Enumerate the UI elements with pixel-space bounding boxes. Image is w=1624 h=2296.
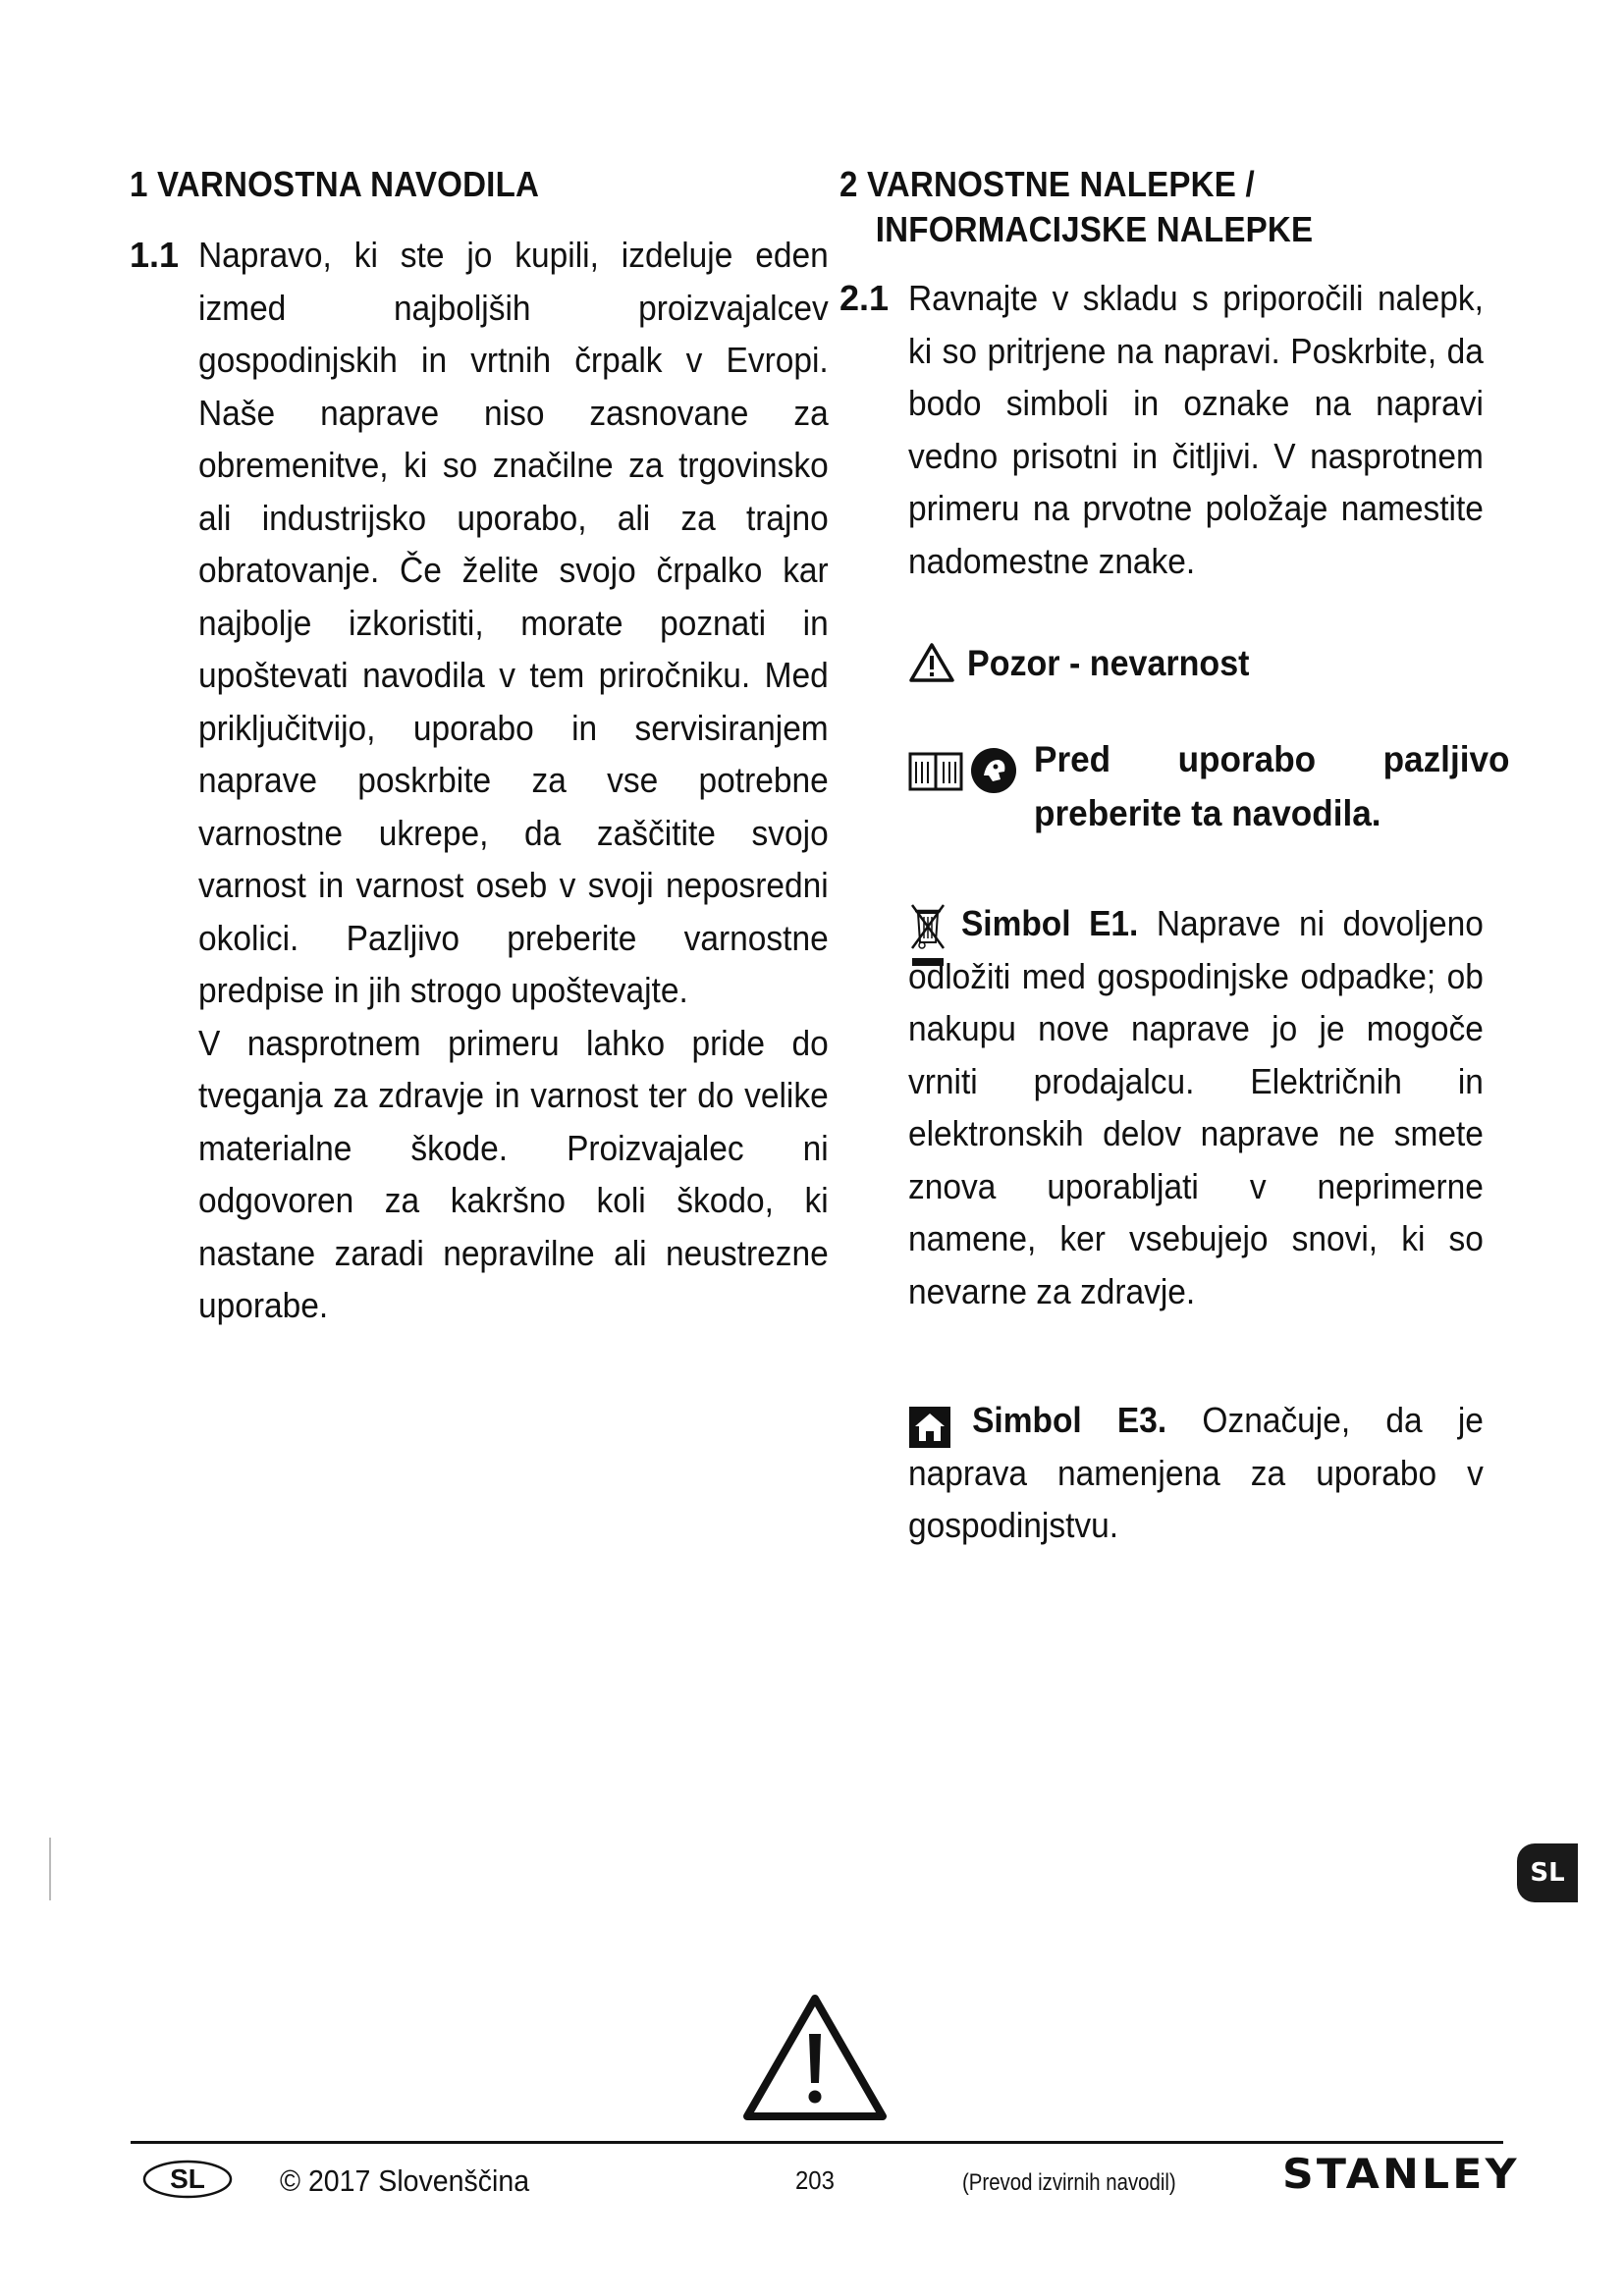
- margin-marker: [49, 1838, 51, 1900]
- subsection-body-continued: V nasprotnem primeru lahko pride do tveganja za zdravje in varnost ter do velike materialne škode. Proizvajalec ni odgovoren za kakršno koli škodo, ki nastane zaradi nepravilne ali neustrezne uporabe.: [198, 1022, 829, 1325]
- footer-divider: [131, 2141, 1503, 2144]
- large-warning-triangle-icon: [741, 1993, 889, 2122]
- subsection-body: Napravo, ki ste jo kupili, izdeluje eden izmed najboljših proizvajalcev gospodinjskih in vrtnih črpalk v Evropi. Naše naprave niso zasnovane za obremenitve, ki so značilne za trgovinsko ali industrijsko uporabo, ali za trajno obratovanje. Če želite svojo črpalko kar najbolje izkoristiti, morate poznati in upoštevati navodila v tem priročniku. Med priključitvijo, uporabo in servisiranjem naprave poskrbite za vse potrebne varnostne ukrepe, da zaščitite svojo varnost in varnost oseb v svoji neposredni okolici. Pazljivo preberite varnostne predpise in jih strogo upoštevajte. V nasprotnem primeru lahko pride do tveganja za zdravje in varnost ter do velike materialne škode. Proizvajalec ni odgovoren za kakršno koli škodo, ki nastane zaradi nepravilne ali neustrezne uporabe.: [198, 235, 829, 1325]
- subsection-number: 2.1: [839, 278, 890, 318]
- manual-book-icon: [908, 750, 963, 793]
- subsection-2-1: [839, 272, 1527, 587]
- section-2-heading-line-2: INFORMACIJSKE NALEPKE: [875, 209, 1314, 249]
- section-2-heading-line-1: 2 VARNOSTNE NALEPKE /: [839, 164, 1255, 204]
- symbol-e1-description: Naprave ni dovoljeno odložiti med gospodinjske odpadke; ob nakupu nove naprave jo je mogoče vrniti prodajalcu. Električnih in elektronskih delov naprave ne smete znova uporabljati v neprimerne namene, ker vsebujejo snovi, ki so nevarne za zdravje.: [908, 903, 1484, 1311]
- subsection-number: 1.1: [130, 235, 180, 275]
- language-tab: SL: [1517, 1843, 1578, 1902]
- section-1-heading: 1 VARNOSTNA NAVODILA: [130, 164, 540, 204]
- symbol-e1: [908, 897, 1527, 1317]
- subsection-body: Ravnajte v skladu s priporočili nalepk, ki so pritrjene na napravi. Poskrbite, da bodo simboli in oznake na napravi vedno prisotni in čitljivi. V nasprotnem primeru na prvotne položaje namestite nadomestne znake.: [908, 278, 1484, 581]
- symbol-e1-text: [908, 897, 1484, 1317]
- symbol-e3: [908, 1394, 1527, 1552]
- section-1: [130, 162, 861, 1332]
- language-badge: SL: [170, 2163, 205, 2194]
- warning-triangle-icon: [908, 642, 955, 683]
- brand-logo: STANLEY: [1282, 2150, 1520, 2198]
- symbol-e3-description: Označuje, da je naprava namenjena za uporabo v gospodinjstvu.: [908, 1400, 1484, 1545]
- symbol-e3-label: Simbol E3.: [972, 1400, 1167, 1440]
- footer-copyright: © 2017 Slovenščina: [280, 2163, 530, 2198]
- page-number: 203: [795, 2165, 835, 2195]
- read-manual-notice: [908, 732, 1527, 840]
- warning-line: [908, 636, 1527, 691]
- warning-label: Pozor - nevarnost: [967, 643, 1250, 683]
- symbol-e1-label: Simbol E1.: [960, 903, 1139, 943]
- translation-note: (Prevod izvirnih navodil): [962, 2169, 1176, 2196]
- read-manual-text: Pred uporabo pazljivo preberite ta navodila.: [1034, 739, 1510, 833]
- subsection-1-1: [130, 229, 861, 1332]
- read-instructions-icon: [969, 746, 1018, 795]
- section-2: [839, 162, 1527, 1552]
- symbol-e3-text: [908, 1394, 1484, 1552]
